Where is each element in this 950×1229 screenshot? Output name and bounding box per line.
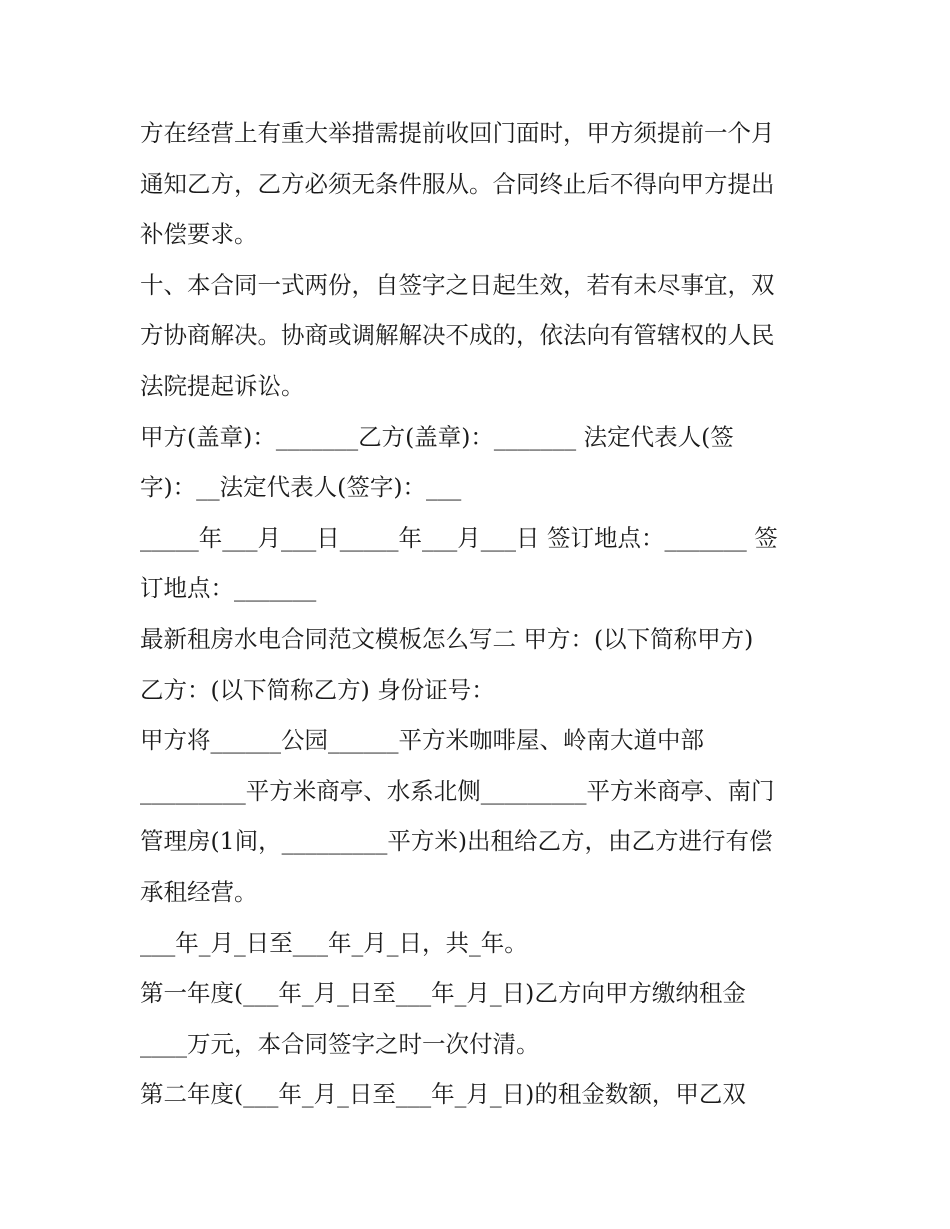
text-line: 甲方将______公园______平方米咖啡屋、岭南大道中部	[140, 726, 704, 755]
signature-line-representative: 字)：__法定代表人(签字)：___	[140, 473, 462, 502]
text-line: 通知乙方，乙方必须无条件服从。合同终止后不得向甲方提出	[140, 169, 775, 198]
section-heading-line: 最新租房水电合同范文模板怎么写二 甲方：(以下简称甲方)	[140, 624, 754, 653]
text-line: 补偿要求。	[140, 220, 258, 249]
signature-line-party-a: 甲方(盖章)：_______乙方(盖章)：_______ 法定代表人(签	[140, 422, 734, 451]
text-line: 承租经营。	[140, 877, 258, 906]
signing-place-line: 订地点：_______	[140, 574, 317, 603]
text-line: 第一年度(___年_月_日至___年_月_日)乙方向甲方缴纳租金	[140, 979, 746, 1008]
text-line: 第二年度(___年_月_日至___年_月_日)的租金数额，甲乙双	[140, 1080, 746, 1109]
term-line: ___年_月_日至___年_月_日，共_年。	[140, 928, 528, 957]
text-line: ____万元，本合同签字之时一次付清。	[140, 1029, 540, 1058]
text-line: 方协商解决。协商或调解解决不成的，依法向有管辖权的人民	[140, 321, 775, 350]
text-line: 管理房(1间，_________平方米)出租给乙方，由乙方进行有偿	[140, 827, 773, 856]
date-place-line: _____年___月___日_____年___月___日 签订地点：_______ 签	[140, 523, 778, 552]
text-line: _________平方米商亭、水系北侧_________平方米商亭、南门	[140, 776, 775, 805]
text-line: 方在经营上有重大举措需提前收回门面时，甲方须提前一个月	[140, 119, 775, 147]
text-line: 乙方：(以下简称乙方) 身份证号：	[140, 675, 495, 704]
text-line: 十、本合同一式两份，自签字之日起生效，若有未尽事宜，双	[140, 270, 775, 299]
document-body	[140, 108, 820, 1120]
text-line: 法院提起诉讼。	[140, 371, 305, 400]
